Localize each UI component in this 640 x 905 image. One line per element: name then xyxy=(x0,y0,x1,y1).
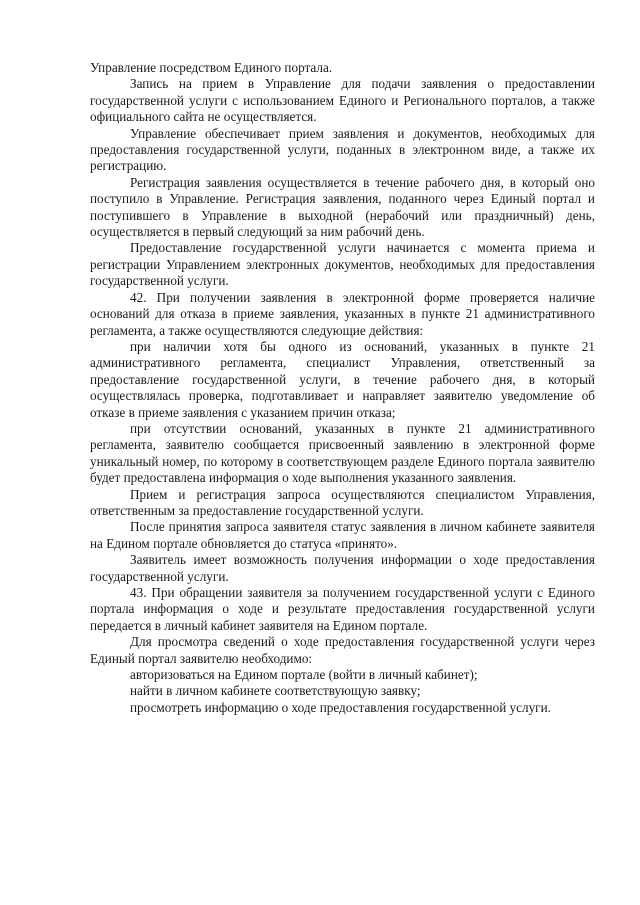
paragraph: Управление посредством Единого портала. xyxy=(90,60,333,75)
paragraph: Запись на прием в Управление для подачи заявления о предоставлении государственной услуги с использованием Единого и Регионального порталов, а также официального сайта не осуществляется. xyxy=(90,76,595,125)
paragraph: просмотреть информацию о ходе предоставления государственной услуги. xyxy=(130,699,551,715)
paragraph: найти в личном кабинете соответствующую заявку; xyxy=(130,683,421,699)
paragraph: Предоставление государственной услуги начинается с момента приема и регистрации Управлением электронных документов, необходимых для предоставления государственной услуги. xyxy=(90,240,595,289)
paragraph: Регистрация заявления осуществляется в течение рабочего дня, в который оно поступило в Управление. Регистрация заявления, поданного через Единый портал и поступившего в Управление в выходной (нерабочий или праздничный) день, осуществляется в первый следующий за ним рабочий день. xyxy=(90,174,595,240)
paragraph: при наличии хотя бы одного из оснований, указанных в пункте 21 административного регламента, специалист Управления, ответственный за предоставление государственной услуги, в течение рабочего дня, в который осуществлялась проверка, подготавливает и направляет заявителю уведомление об отказе в приеме заявления с указанием причин отказа; xyxy=(90,338,595,420)
paragraph: Для просмотра сведений о ходе предоставления государственной услуги через Единый портал заявителю необходимо: xyxy=(90,634,595,666)
paragraph: авторизоваться на Едином портале (войти в личный кабинет); xyxy=(130,667,478,683)
paragraph: Заявитель имеет возможность получения информации о ходе предоставления государственной услуги. xyxy=(90,552,595,584)
paragraph: 42. При получении заявления в электронной форме проверяется наличие оснований для отказа в приеме заявления, указанных в пункте 21 административного регламента, а также осуществляются следующие действия: xyxy=(90,289,595,338)
paragraph: Управление обеспечивает прием заявления и документов, необходимых для предоставления государственной услуги, поданных в электронном виде, а также их регистрацию. xyxy=(90,125,595,174)
document-page xyxy=(90,60,595,716)
paragraph: После принятия запроса заявителя статус заявления в личном кабинете заявителя на Едином портале обновляется до статуса «принято». xyxy=(90,519,595,551)
paragraph: 43. При обращении заявителя за получением государственной услуги с Единого портала информация о ходе и результате предоставления государственной услуги передается в личный кабинет заявителя на Едином портале. xyxy=(90,585,595,633)
paragraph: Прием и регистрация запроса осуществляются специалистом Управления, ответственным за предоставление государственной услуги. xyxy=(90,486,595,518)
paragraph: при отсутствии оснований, указанных в пункте 21 административного регламента, заявителю сообщается присвоенный заявлению в электронной форме уникальный номер, по которому в соответствующем разделе Единого портала заявителю будет предоставлена информация о ходе выполнения указанного заявления. xyxy=(90,420,595,486)
